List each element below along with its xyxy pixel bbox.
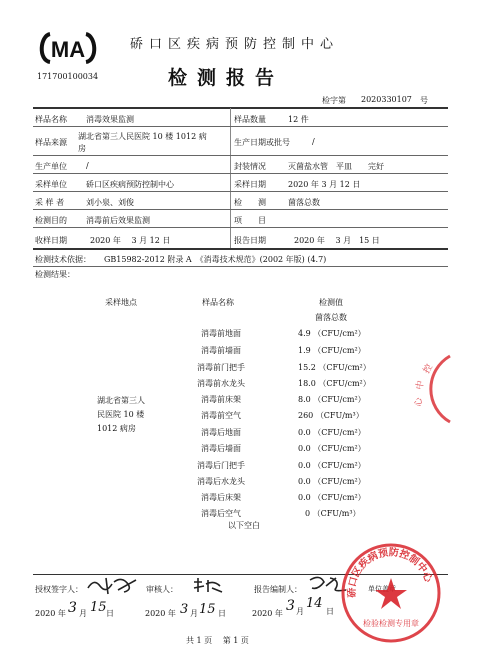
result-row-name: 消毒后门把手	[197, 461, 245, 470]
result-row-name: 消毒后地面	[201, 428, 241, 437]
reviewer-signature	[190, 576, 226, 596]
production-date: /	[312, 137, 315, 146]
col-value: 检测值	[319, 298, 343, 307]
cert-number: 171700100034	[37, 72, 99, 81]
location-line1: 湖北省第三人	[97, 396, 145, 405]
col-sample: 样品名称	[202, 298, 234, 307]
col-value-sub: 菌落总数	[315, 313, 347, 322]
receive-date-label: 收样日期	[35, 236, 67, 245]
result-row-name: 消毒前墙面	[201, 346, 241, 355]
date3-year: 2020 年	[252, 609, 283, 618]
result-row-value: 4.9 （CFU/cm²）	[298, 329, 366, 338]
sampling-unit: 硚口区疾病预防控制中心	[86, 180, 174, 189]
seal-arc-text: 硚口区疾病预防控制中心	[346, 547, 434, 598]
producer: /	[86, 161, 89, 170]
sealing: 灭菌盐水管 平皿 完好	[288, 162, 384, 171]
result-row-value: 260 （CFU/m³）	[298, 411, 364, 420]
date1-month-char: 月	[79, 609, 87, 618]
result-row-value: 15.2 （CFU/cm²）	[298, 363, 371, 372]
result-row-value: 18.0 （CFU/cm²）	[298, 379, 371, 388]
row-rule	[33, 209, 448, 210]
sealing-label: 封装情况	[234, 162, 266, 171]
result-row-value: 8.0 （CFU/cm²）	[298, 395, 366, 404]
main-seal	[338, 540, 444, 646]
cma-logo	[36, 30, 100, 66]
sample-qty: 12 件	[288, 115, 309, 124]
item-label: 项 目	[234, 216, 266, 225]
basis-text: GB15982-2012 附录 A 《消毒技术规范》(2002 年版) (4.7)	[104, 255, 327, 264]
result-row-value: 1.9 （CFU/cm²）	[298, 346, 366, 355]
report-date-label: 报告日期	[234, 236, 266, 245]
compiler-label: 报告编制人：	[254, 585, 302, 594]
date3-month: 3	[286, 598, 295, 614]
sample-source-line2: 房	[78, 144, 86, 153]
page-info: 共 1 页 第 1 页	[186, 636, 249, 645]
row-rule	[33, 266, 448, 267]
sample-name: 消毒效果监测	[86, 115, 134, 124]
date1-day-char: 日	[106, 609, 114, 618]
sample-qty-label: 样品数量	[234, 115, 266, 124]
result-row-name: 消毒前地面	[201, 329, 241, 338]
purpose-label: 检测目的	[35, 216, 67, 225]
date1-year: 2020 年	[35, 609, 66, 618]
result-row-value: 0.0 （CFU/cm²）	[298, 493, 366, 502]
report-no-label: 检字第	[322, 96, 346, 105]
result-row-name: 消毒前床架	[201, 395, 241, 404]
svg-text:心: 心	[413, 396, 425, 408]
reviewer-label: 审核人：	[146, 585, 178, 594]
date2-day: 15	[199, 602, 216, 617]
svg-text:控: 控	[421, 362, 436, 376]
sampling-date-label: 采样日期	[234, 180, 266, 189]
svg-text:中: 中	[415, 379, 427, 391]
col-location: 采样地点	[105, 298, 137, 307]
basis-label: 检测技术依据：	[35, 255, 91, 264]
doc-title: 检测报告	[168, 67, 285, 89]
result-row-value: 0.0 （CFU/cm²）	[298, 461, 366, 470]
row-rule	[33, 173, 448, 174]
authorizer-label: 授权签字人：	[35, 585, 83, 594]
row-rule	[33, 227, 448, 228]
purpose: 消毒前后效果监测	[86, 216, 150, 225]
date3-month-char: 月	[296, 607, 304, 616]
org-name: 硚口区疾病预防控制中心	[130, 37, 340, 52]
result-row-name: 消毒后墙面	[201, 444, 241, 453]
result-row-value: 0.0 （CFU/cm²）	[298, 444, 366, 453]
receive-date: 2020 年 3 月 12 日	[90, 236, 171, 245]
result-row-value: 0.0 （CFU/cm²）	[298, 428, 366, 437]
sampling-unit-label: 采样单位	[35, 180, 67, 189]
sample-source-label: 样品来源	[35, 138, 67, 147]
table-top-rule	[33, 107, 448, 109]
row-rule	[33, 191, 448, 192]
date2-day-char: 日	[218, 609, 226, 618]
sample-source-line1: 湖北省第三人民医院 10 楼 1012 病	[78, 132, 207, 141]
test-value: 菌落总数	[288, 198, 320, 207]
date1-day: 15	[90, 600, 107, 615]
table-bottom-rule	[33, 248, 448, 250]
report-date: 2020 年 3 月 15 日	[294, 236, 380, 245]
sampler: 刘小泉、刘俊	[86, 198, 134, 207]
date2-year: 2020 年	[145, 609, 176, 618]
result-row-name: 消毒前门把手	[197, 363, 245, 372]
report-no-suffix: 号	[420, 96, 428, 105]
result-row-name: 消毒后床架	[201, 493, 241, 502]
result-row-name: 消毒后水龙头	[197, 477, 245, 486]
svg-text:MA: MA	[50, 37, 86, 62]
location-line2: 民医院 10 楼	[97, 410, 145, 419]
blank-note: 以下空白	[228, 521, 260, 530]
report-no: 2020330107	[361, 95, 412, 104]
producer-label: 生产单位	[35, 162, 67, 171]
unit-seal-label: 单位盖章	[368, 585, 396, 593]
result-row-name: 消毒后空气	[201, 509, 241, 518]
production-date-label: 生产日期或批号	[234, 138, 290, 147]
seal-sub-text: 检验检测专用章	[363, 619, 419, 628]
row-rule	[33, 155, 448, 156]
test-label: 检 测	[234, 198, 266, 207]
authorizer-signature	[84, 572, 140, 598]
sampler-label: 采 样 者	[35, 198, 65, 207]
date3-day: 14	[306, 596, 323, 611]
sample-name-label: 样品名称	[35, 115, 67, 124]
location-line3: 1012 病房	[97, 424, 136, 433]
result-row-name: 消毒前空气	[201, 411, 241, 420]
result-row-value: 0 （CFU/m³）	[305, 509, 361, 518]
date3-day-char: 日	[326, 607, 334, 616]
sampling-date: 2020 年 3 月 12 日	[288, 180, 361, 189]
results-label: 检测结果：	[35, 270, 75, 279]
result-row-name: 消毒前水龙头	[197, 379, 245, 388]
result-row-value: 0.0 （CFU/cm²）	[298, 477, 366, 486]
row-rule	[33, 126, 448, 127]
side-seal	[394, 352, 454, 426]
date2-month-char: 月	[190, 609, 198, 618]
date1-month: 3	[68, 600, 77, 616]
date2-month: 3	[180, 602, 189, 617]
